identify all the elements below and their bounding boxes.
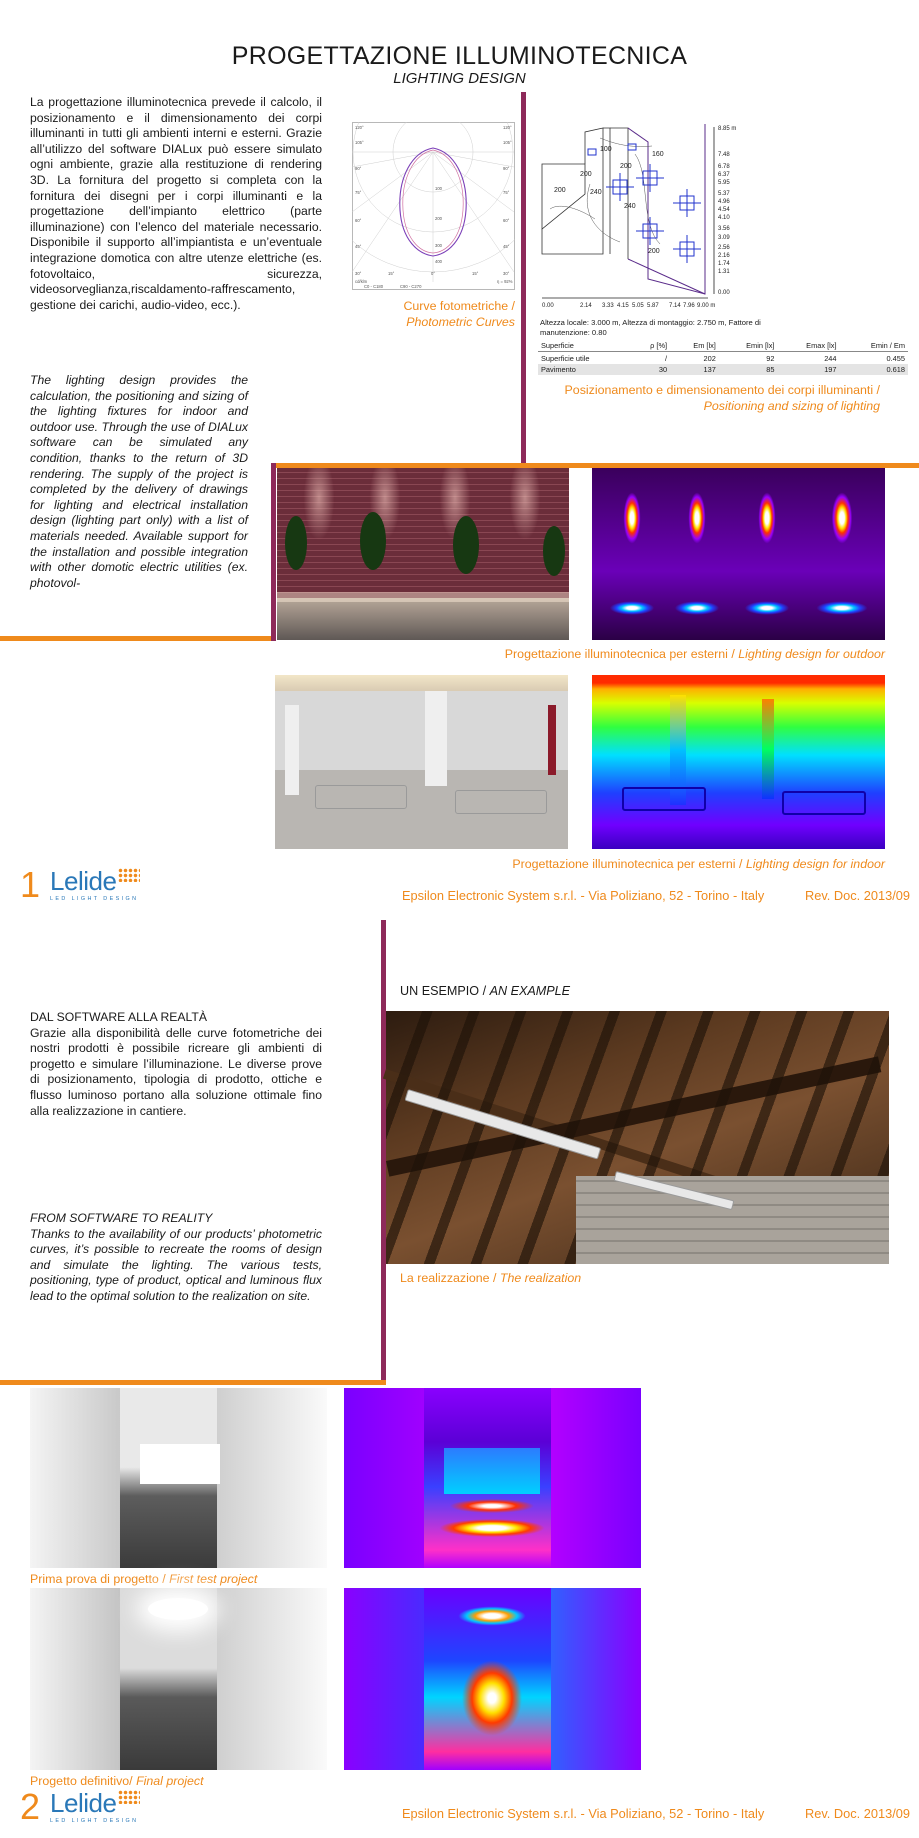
brand-name: Lelide bbox=[50, 866, 117, 896]
realization-photo bbox=[386, 1011, 889, 1264]
scale-bottom-label: 5.87 bbox=[647, 303, 659, 309]
table-cell: 197 bbox=[777, 364, 839, 375]
first-test-false-color bbox=[344, 1388, 641, 1568]
divider-horizontal bbox=[0, 636, 275, 641]
realization-caption bbox=[400, 1271, 581, 1285]
iso-label: 200 bbox=[554, 187, 566, 194]
example-label-it: UN ESEMPIO / bbox=[400, 984, 490, 998]
lighting-layout-plan bbox=[540, 124, 750, 314]
page-number: 2 bbox=[20, 1786, 41, 1827]
iso-label: 240 bbox=[624, 203, 636, 210]
ring-label: 200 bbox=[435, 216, 442, 221]
brand-name: Lelide bbox=[50, 1788, 117, 1818]
table-cell: 30 bbox=[631, 364, 670, 375]
table-cell: 0.455 bbox=[886, 353, 905, 363]
angle-label: 30° bbox=[355, 271, 362, 276]
angle-label: 105° bbox=[355, 140, 364, 145]
scale-right-label: 6.37 bbox=[718, 172, 730, 178]
scale-right-label: 4.10 bbox=[718, 215, 730, 221]
angle-label: 75° bbox=[503, 190, 510, 195]
reality-heading-it: DAL SOFTWARE ALLA REALTÀ bbox=[30, 1010, 207, 1024]
table-cell: / bbox=[665, 353, 668, 363]
scale-right-label: 5.95 bbox=[718, 180, 730, 186]
scale-right-label: 4.54 bbox=[718, 207, 730, 213]
reality-text-it: Grazie alla disponibilità delle curve fotometriche dei nostri prodotti è possibile ricreare gli ambienti di progetto e simulare l’illuminazione. Le diverse prove di posizionamento, tipologia di prodotto, ottiche e flusso luminoso portano alla soluzione ottimale fino alla realizzazione in cantiere. bbox=[30, 1025, 322, 1118]
iso-label: 240 bbox=[590, 189, 602, 196]
iso-label: 100 bbox=[600, 146, 612, 153]
table-cell: Pavimento bbox=[538, 364, 631, 375]
caption-it: Posizionamento e dimensionamento dei corpi illuminanti / bbox=[564, 383, 880, 397]
scale-bottom-label: 7.96 bbox=[683, 303, 695, 309]
caption-en: Positioning and sizing of lighting bbox=[703, 399, 880, 413]
table-cell: 0.618 bbox=[840, 364, 908, 375]
indoor-render-photo bbox=[275, 675, 568, 849]
brand-tagline: LED LIGHT DESIGN bbox=[50, 896, 139, 902]
ring-label: 400 bbox=[435, 259, 442, 264]
scale-right-label: 1.31 bbox=[718, 269, 730, 275]
intro-text-it: La progettazione illuminotecnica prevede il calcolo, il posizionamento e il dimensionamento dei corpi illuminanti in tutti gli ambienti interni e esterni. Grazie all’utilizzo del software DIALux può essere simulato ogni ambiente, grazie alla restituzione di rendering 3D. La fornitura del progetto si completa con la fornitura dei disegni per i corpi illuminanti e la progettazione dell’impianto elettrico (parte illuminazione) con l’elenco del materiale necessario. Disponibile il supporto all’impiantista e un’eventuale integrazione domotica con altre utenze elettriche (es. fotovoltaico, sicurezza, videosorveglianza,riscaldamento-raffrescamento, gestione dei carichi, audio-video, ecc.). bbox=[30, 95, 322, 312]
caption-en: The realization bbox=[499, 1271, 582, 1285]
caption-en: Final project bbox=[136, 1774, 204, 1788]
table-row bbox=[538, 352, 908, 364]
scale-right-label: 6.78 bbox=[718, 164, 730, 170]
angle-label: 120° bbox=[503, 125, 512, 130]
scale-right-label: 4.96 bbox=[718, 199, 730, 205]
final-project-render bbox=[30, 1588, 327, 1770]
angle-label: 15° bbox=[472, 271, 479, 276]
scale-bottom-label: 7.14 bbox=[669, 303, 681, 309]
table-header: Emin [lx] bbox=[746, 341, 775, 351]
first-test-caption bbox=[30, 1572, 257, 1586]
angle-label: 105° bbox=[503, 140, 512, 145]
scale-right-label: 7.48 bbox=[718, 152, 730, 158]
logo-dots-icon bbox=[118, 868, 140, 882]
intro-text-en: The lighting design provides the calculation, the positioning and sizing of the lighting fixtures for indoor and outdoor use. Through the use of DIALux software can be simulated any condition, thanks to the return of 3D rendering. The supply of the project is completed by the delivery of drawings for lighting and electrical installation design (lighting part only) with a list of materials needed. Available support for the installation and possible integration with other domotic electric utilities (ex. photovol- bbox=[30, 373, 248, 590]
table-cell: 85 bbox=[719, 364, 778, 375]
scale-right-label: 5.37 bbox=[718, 191, 730, 197]
plan-caption bbox=[540, 382, 880, 414]
scale-bottom-label: 4.15 bbox=[617, 303, 629, 309]
caption-en: Lighting design for indoor bbox=[745, 857, 885, 871]
angle-label: 45° bbox=[503, 244, 510, 249]
scale-bottom-label: 0.00 bbox=[542, 303, 554, 309]
angle-label: 60° bbox=[503, 218, 510, 223]
divider-horizontal bbox=[0, 1380, 386, 1385]
angle-label: 90° bbox=[355, 166, 362, 171]
table-header: Emax [lx] bbox=[806, 341, 837, 351]
caption-it: Progettazione illuminotecnica per esterni / bbox=[512, 857, 746, 871]
angle-label: 45° bbox=[355, 244, 362, 249]
photometric-caption bbox=[352, 298, 515, 330]
page-number: 1 bbox=[20, 864, 41, 905]
outdoor-caption bbox=[400, 647, 885, 661]
scale-right-label: 2.56 bbox=[718, 245, 730, 251]
caption-it: Progetto definitivo/ bbox=[30, 1774, 137, 1788]
brand-tagline: LED LIGHT DESIGN bbox=[50, 1818, 139, 1824]
table-cell: 92 bbox=[766, 353, 775, 363]
iso-label: 200 bbox=[620, 163, 632, 170]
divider-vertical bbox=[271, 463, 276, 641]
scale-right-label: 1.74 bbox=[718, 261, 730, 267]
reality-text-en: Thanks to the availability of our products’ photometric curves, it’s possible to recreate the rooms of design and simulate the lighting. The various tests, positioning, type of product, optical and luminous flux lead to the optimal solution to the realization on site. bbox=[30, 1226, 322, 1303]
plan-info: Altezza locale: 3.000 m, Altezza di montaggio: 2.750 m, Fattore di manutenzione: 0.80 bbox=[540, 318, 761, 337]
unit-label: cd/klm bbox=[355, 279, 368, 284]
example-label bbox=[400, 984, 570, 998]
table-header: ρ [%] bbox=[650, 341, 668, 351]
scale-right-label: 0.00 bbox=[718, 290, 730, 296]
angle-label: 30° bbox=[503, 271, 510, 276]
outdoor-render-photo bbox=[277, 468, 569, 640]
scale-bottom-label: 2.14 bbox=[580, 303, 592, 309]
final-project-false-color bbox=[344, 1588, 641, 1770]
legend-c90: C90 - C270 bbox=[400, 284, 422, 289]
page-title: PROGETTAZIONE ILLUMINOTECNICA bbox=[231, 42, 688, 70]
table-header: Superficie bbox=[541, 341, 574, 351]
ring-label: 100 bbox=[435, 186, 442, 191]
caption-en: Photometric Curves bbox=[406, 315, 515, 329]
indoor-false-color-render bbox=[592, 675, 885, 849]
indoor-caption bbox=[400, 857, 885, 871]
angle-label: 60° bbox=[355, 218, 362, 223]
iso-label: 200 bbox=[648, 248, 660, 255]
first-test-render bbox=[30, 1388, 327, 1568]
footer-revision: Rev. Doc. 2013/09 bbox=[805, 1806, 911, 1821]
final-project-caption bbox=[30, 1774, 204, 1788]
logo-dots-icon bbox=[118, 1790, 140, 1804]
iso-label: 200 bbox=[580, 171, 592, 178]
table-cell: 202 bbox=[703, 353, 716, 363]
caption-it: Progettazione illuminotecnica per esterni / bbox=[504, 647, 739, 661]
angle-label: 120° bbox=[355, 125, 364, 130]
caption-it: Curve fotometriche / bbox=[403, 299, 515, 313]
angle-label: 15° bbox=[388, 271, 395, 276]
footer-revision: Rev. Doc. 2013/09 bbox=[805, 888, 911, 903]
brand-logo bbox=[20, 864, 140, 905]
caption-it: Prima prova di progetto / bbox=[30, 1572, 170, 1586]
angle-label: 0° bbox=[431, 271, 436, 276]
footer-company: Epsilon Electronic System s.r.l. - Via Poliziano, 52 - Torino - Italy bbox=[402, 888, 765, 903]
footer-company: Epsilon Electronic System s.r.l. - Via Poliziano, 52 - Torino - Italy bbox=[402, 1806, 765, 1821]
scale-bottom-label: 3.33 bbox=[602, 303, 614, 309]
outdoor-false-color-render bbox=[592, 468, 885, 640]
legend-c0: C0 - C180 bbox=[364, 284, 384, 289]
illuminance-table bbox=[538, 340, 908, 375]
table-cell: 137 bbox=[670, 364, 719, 375]
angle-label: 75° bbox=[355, 190, 362, 195]
ring-label: 300 bbox=[435, 243, 442, 248]
photometric-curve-diagram bbox=[352, 122, 515, 290]
angle-label: 90° bbox=[503, 166, 510, 171]
table-cell: Superficie utile bbox=[541, 353, 590, 363]
caption-en: First test project bbox=[169, 1572, 258, 1586]
iso-label: 160 bbox=[652, 151, 664, 158]
table-header: Emin / Em bbox=[870, 341, 905, 351]
table-row bbox=[538, 364, 908, 375]
table-header: Em [lx] bbox=[693, 341, 716, 351]
page-subtitle: LIGHTING DESIGN bbox=[393, 70, 526, 87]
reality-block-it bbox=[30, 1010, 322, 1119]
divider-vertical bbox=[521, 92, 526, 464]
eta-label: η = 92% bbox=[497, 279, 513, 284]
example-label-en: AN EXAMPLE bbox=[489, 984, 571, 998]
caption-en: Lighting design for outdoor bbox=[738, 647, 885, 661]
scale-bottom-label: 9.00 m bbox=[697, 303, 716, 309]
scale-right-label: 2.16 bbox=[718, 253, 730, 259]
scale-right-label: 8.85 m bbox=[718, 126, 737, 132]
caption-it: La realizzazione / bbox=[400, 1271, 500, 1285]
reality-heading-en: FROM SOFTWARE TO REALITY bbox=[30, 1211, 213, 1225]
brand-logo bbox=[20, 1786, 140, 1827]
reality-block-en bbox=[30, 1211, 322, 1305]
scale-right-label: 3.09 bbox=[718, 235, 730, 241]
table-cell: 244 bbox=[824, 353, 837, 363]
scale-right-label: 3.56 bbox=[718, 226, 730, 232]
scale-bottom-label: 5.05 bbox=[632, 303, 644, 309]
